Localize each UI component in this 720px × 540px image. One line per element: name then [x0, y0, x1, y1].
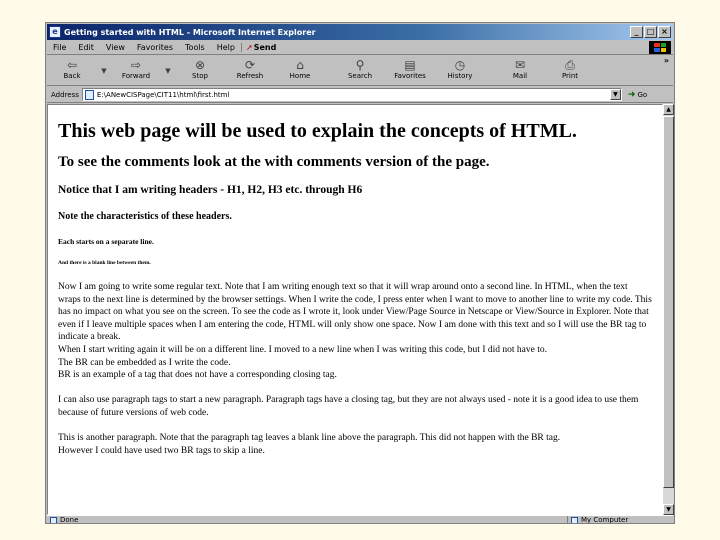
search-button[interactable]: [335, 56, 385, 86]
mail-icon: ✉: [514, 58, 526, 72]
window-controls: [630, 26, 671, 38]
window-title: Getting started with HTML - Microsoft Internet Explorer: [64, 27, 316, 37]
send-icon: ➚: [245, 42, 253, 52]
dropdown-arrow-icon: ▼: [165, 67, 171, 75]
paragraph-3-line-2: However I could have used two BR tags to skip a line.: [58, 445, 265, 456]
title-bar[interactable]: [47, 24, 673, 40]
menu-edit[interactable]: Edit: [78, 42, 94, 52]
browser-window: [45, 22, 675, 524]
favorites-button[interactable]: [385, 56, 435, 86]
status-bar: [47, 515, 673, 524]
forward-dropdown[interactable]: [161, 56, 175, 86]
page-icon: [85, 90, 94, 100]
close-button[interactable]: ×: [658, 26, 671, 38]
search-icon: ⚲: [355, 58, 365, 72]
menu-help[interactable]: Help: [216, 42, 235, 52]
scrollbar-thumb[interactable]: [663, 116, 674, 488]
computer-icon: [571, 517, 578, 524]
back-dropdown[interactable]: [97, 56, 111, 86]
paragraph-1: [58, 281, 652, 382]
scroll-up-button[interactable]: ▲: [663, 104, 674, 115]
dropdown-arrow-icon: ▼: [101, 67, 107, 75]
heading-h6: And there is a blank line between them.: [58, 260, 151, 266]
address-input[interactable]: [82, 88, 622, 101]
forward-arrow-icon: ⇨: [130, 58, 142, 72]
favorites-folder-icon: ▤: [404, 58, 416, 72]
paragraph-2: I can also use paragraph tags to start a new paragraph. Paragraph tags have a closing tag, but they are not always used - note it is a good idea to use them because of future versions of web code.: [58, 395, 639, 418]
paragraph-3-line-1: This is another paragraph. Note that the paragraph tag leaves a blank line above the paragraph. This did not happen with the BR tag.: [58, 433, 561, 444]
forward-label: Forward: [121, 72, 151, 80]
page-content: [47, 104, 663, 515]
menu-view[interactable]: View: [105, 42, 125, 52]
refresh-button[interactable]: [225, 56, 275, 86]
maximize-button[interactable]: □: [644, 26, 657, 38]
send-label: Send: [253, 42, 277, 52]
paragraph-1-line-3: The BR can be embedded as I write the code.: [58, 357, 231, 368]
refresh-label: Refresh: [236, 72, 264, 80]
menu-tools[interactable]: Tools: [185, 42, 205, 52]
stop-label: Stop: [192, 72, 208, 80]
stop-icon: ⊗: [194, 58, 206, 72]
refresh-icon: ⟳: [244, 58, 256, 72]
scroll-down-button[interactable]: ▼: [663, 504, 674, 515]
history-button[interactable]: [435, 56, 485, 86]
minimize-button[interactable]: _: [630, 26, 643, 38]
vertical-scrollbar[interactable]: [663, 104, 674, 515]
heading-h4: Note the characteristics of these headers.: [58, 211, 232, 222]
security-zone: [567, 516, 628, 524]
standard-toolbar: [47, 56, 673, 86]
stop-button[interactable]: [175, 56, 225, 86]
menu-bar: [47, 40, 673, 55]
paragraph-1-line-4: BR is an example of a tag that does not have a corresponding closing tag.: [58, 370, 337, 381]
heading-h3: Notice that I am writing headers - H1, H2, H3 etc. through H6: [58, 184, 363, 196]
address-dropdown-button[interactable]: ▼: [610, 89, 621, 100]
paragraph-1-line-2: When I start writing again it will be on a different line. I moved to a new line when I was writing this code, but I did not have to.: [58, 344, 547, 355]
paragraph-1-line-1: Now I am going to write some regular text. Note that I am writing enough text so that it will wrap around onto a second line. In HTML, when the text wraps to the next line is determined by the browser settings. When I write the code, I press enter when I want to move to another line to write my code. This has no impact on what you see on the screen. To see the code as I wrote it, look under View/Page Source in Netscape or View/Source in Explorer. Note that even if I leave multiple spaces when I am entering the code, HTML will only show one space. Now I am done with this text and so I will use the BR tag to indicate a break.: [58, 282, 652, 343]
mail-button[interactable]: [495, 56, 545, 86]
search-label: Search: [347, 72, 373, 80]
address-label: Address: [51, 90, 79, 99]
address-bar: [47, 87, 673, 103]
home-button[interactable]: [275, 56, 325, 86]
zone-label: My Computer: [581, 516, 629, 524]
back-arrow-icon: ⇦: [66, 58, 78, 72]
ie-logo-icon: e: [49, 26, 61, 38]
back-label: Back: [63, 72, 81, 80]
address-value: E:\ANewCISPage\CIT11\html\first.html: [96, 90, 230, 99]
printer-icon: ⎙: [565, 58, 575, 72]
heading-h5: Each starts on a separate line.: [58, 237, 154, 246]
history-label: History: [447, 72, 473, 80]
status-main: [47, 516, 567, 524]
home-label: Home: [289, 72, 311, 80]
mail-label: Mail: [512, 72, 528, 80]
status-text: Done: [60, 516, 79, 524]
print-button[interactable]: [545, 56, 595, 86]
go-arrow-icon: ➜: [627, 89, 636, 100]
go-button[interactable]: [622, 90, 647, 100]
go-label: Go: [637, 90, 648, 99]
send-button[interactable]: [241, 43, 280, 52]
heading-h2: To see the comments look at the with comments version of the page.: [58, 154, 490, 170]
heading-h1: This web page will be used to explain the concepts of HTML.: [58, 120, 577, 142]
menu-file[interactable]: File: [53, 42, 67, 52]
favorites-label: Favorites: [394, 72, 426, 80]
paragraph-3: [58, 432, 652, 457]
history-icon: ◷: [454, 58, 466, 72]
print-label: Print: [561, 72, 579, 80]
home-icon: ⌂: [296, 58, 304, 72]
menu-favorites[interactable]: Favorites: [136, 42, 174, 52]
forward-button[interactable]: [111, 56, 161, 86]
toolbar-more-button[interactable]: »: [663, 56, 669, 65]
back-button[interactable]: [47, 56, 97, 86]
page-done-icon: [50, 517, 57, 524]
windows-logo-icon: [649, 41, 671, 54]
